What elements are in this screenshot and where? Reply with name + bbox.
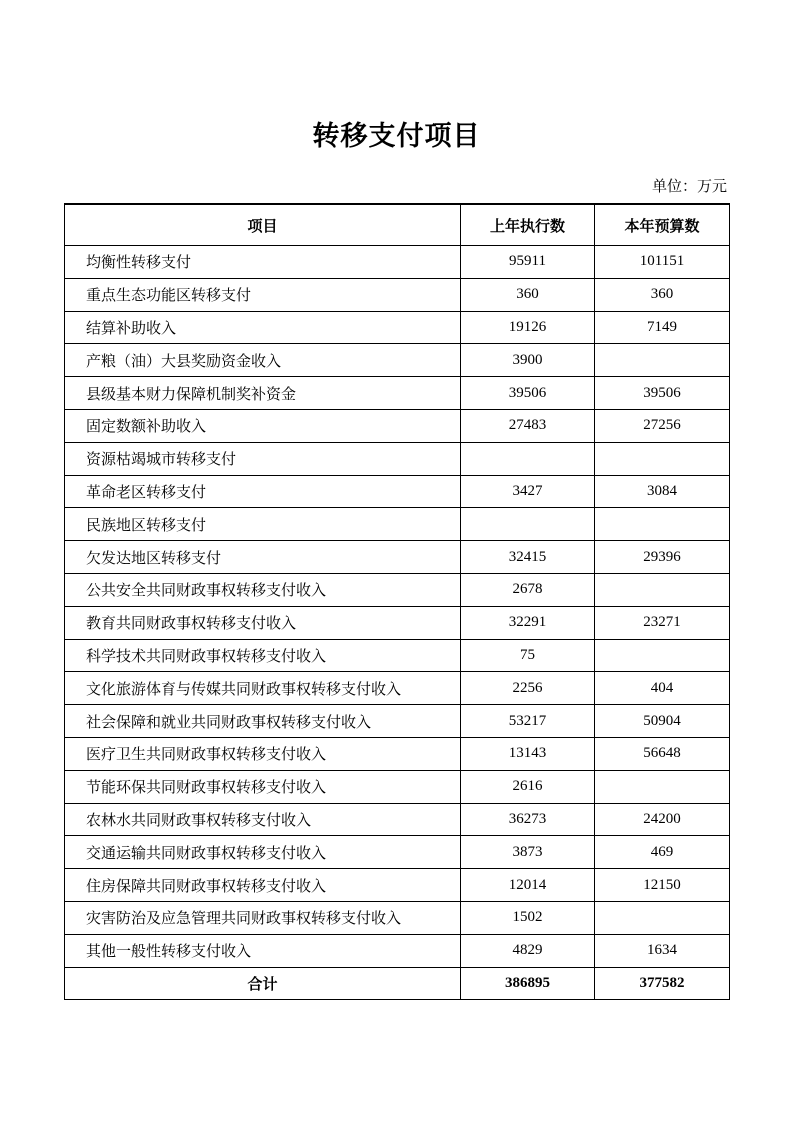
row-item-name: 革命老区转移支付: [65, 475, 461, 508]
total-prev-year-value: 386895: [461, 967, 595, 1000]
row-item-name: 医疗卫生共同财政事权转移支付收入: [65, 737, 461, 770]
unit-label: 单位：万元: [651, 177, 727, 195]
row-current-budget-value: 39506: [595, 377, 730, 410]
table-row: [65, 737, 730, 770]
row-current-budget-value: 50904: [595, 705, 730, 738]
row-prev-year-value: 360: [461, 278, 595, 311]
row-current-budget-value: 24200: [595, 803, 730, 836]
row-item-name: 欠发达地区转移支付: [65, 541, 461, 574]
row-item-name: 农林水共同财政事权转移支付收入: [65, 803, 461, 836]
row-prev-year-value: 13143: [461, 737, 595, 770]
table-row: [65, 672, 730, 705]
row-prev-year-value: 53217: [461, 705, 595, 738]
row-item-name: 文化旅游体育与传媒共同财政事权转移支付收入: [65, 672, 461, 705]
row-item-name: 其他一般性转移支付收入: [65, 934, 461, 967]
table-body: [65, 246, 730, 1000]
table-row: [65, 541, 730, 574]
row-prev-year-value: 4829: [461, 934, 595, 967]
row-current-budget-value: [595, 639, 730, 672]
row-item-name: 产粮（油）大县奖励资金收入: [65, 344, 461, 377]
row-current-budget-value: 12150: [595, 869, 730, 902]
table-header-row: [65, 204, 730, 246]
table-row: [65, 770, 730, 803]
table-row: [65, 901, 730, 934]
row-item-name: 固定数额补助收入: [65, 409, 461, 442]
row-current-budget-value: 3084: [595, 475, 730, 508]
total-label: 合计: [65, 967, 461, 1000]
row-current-budget-value: 23271: [595, 606, 730, 639]
row-current-budget-value: 404: [595, 672, 730, 705]
row-prev-year-value: 32291: [461, 606, 595, 639]
row-item-name: 节能环保共同财政事权转移支付收入: [65, 770, 461, 803]
row-item-name: 资源枯竭城市转移支付: [65, 442, 461, 475]
total-row: [65, 967, 730, 1000]
row-item-name: 交通运输共同财政事权转移支付收入: [65, 836, 461, 869]
total-current-budget-value: 377582: [595, 967, 730, 1000]
row-item-name: 县级基本财力保障机制奖补资金: [65, 377, 461, 410]
row-prev-year-value: 3427: [461, 475, 595, 508]
row-item-name: 民族地区转移支付: [65, 508, 461, 541]
row-prev-year-value: [461, 508, 595, 541]
row-prev-year-value: 95911: [461, 246, 595, 279]
row-current-budget-value: 101151: [595, 246, 730, 279]
row-prev-year-value: 3873: [461, 836, 595, 869]
row-prev-year-value: 19126: [461, 311, 595, 344]
row-item-name: 社会保障和就业共同财政事权转移支付收入: [65, 705, 461, 738]
row-current-budget-value: 29396: [595, 541, 730, 574]
row-current-budget-value: 56648: [595, 737, 730, 770]
row-prev-year-value: 27483: [461, 409, 595, 442]
row-item-name: 重点生态功能区转移支付: [65, 278, 461, 311]
row-item-name: 灾害防治及应急管理共同财政事权转移支付收入: [65, 901, 461, 934]
table-row: [65, 377, 730, 410]
table-row: [65, 409, 730, 442]
row-current-budget-value: [595, 344, 730, 377]
header-prev-year: 上年执行数: [461, 204, 595, 246]
row-current-budget-value: [595, 442, 730, 475]
row-prev-year-value: [461, 442, 595, 475]
row-current-budget-value: 469: [595, 836, 730, 869]
page-title: 转移支付项目: [312, 121, 481, 152]
row-current-budget-value: [595, 508, 730, 541]
table-row: [65, 869, 730, 902]
table-row: [65, 639, 730, 672]
row-current-budget-value: 360: [595, 278, 730, 311]
table-row: [65, 311, 730, 344]
row-item-name: 科学技术共同财政事权转移支付收入: [65, 639, 461, 672]
table-row: [65, 803, 730, 836]
row-prev-year-value: 2678: [461, 573, 595, 606]
row-prev-year-value: 32415: [461, 541, 595, 574]
table-row: [65, 836, 730, 869]
row-prev-year-value: 1502: [461, 901, 595, 934]
table-row: [65, 278, 730, 311]
header-current-budget: 本年预算数: [595, 204, 730, 246]
table-row: [65, 606, 730, 639]
table-row: [65, 573, 730, 606]
table-row: [65, 934, 730, 967]
row-prev-year-value: 75: [461, 639, 595, 672]
table-row: [65, 344, 730, 377]
row-prev-year-value: 2616: [461, 770, 595, 803]
header-item: 项目: [65, 204, 461, 246]
row-current-budget-value: [595, 573, 730, 606]
table-row: [65, 475, 730, 508]
transfer-payment-table: [64, 203, 730, 1000]
row-current-budget-value: 27256: [595, 409, 730, 442]
table-row: [65, 705, 730, 738]
row-prev-year-value: 36273: [461, 803, 595, 836]
row-prev-year-value: 39506: [461, 377, 595, 410]
table-row: [65, 442, 730, 475]
row-item-name: 住房保障共同财政事权转移支付收入: [65, 869, 461, 902]
table-row: [65, 246, 730, 279]
row-prev-year-value: 2256: [461, 672, 595, 705]
row-item-name: 教育共同财政事权转移支付收入: [65, 606, 461, 639]
row-item-name: 结算补助收入: [65, 311, 461, 344]
row-current-budget-value: 1634: [595, 934, 730, 967]
table-row: [65, 508, 730, 541]
row-item-name: 公共安全共同财政事权转移支付收入: [65, 573, 461, 606]
row-current-budget-value: [595, 901, 730, 934]
row-prev-year-value: 3900: [461, 344, 595, 377]
row-item-name: 均衡性转移支付: [65, 246, 461, 279]
row-current-budget-value: [595, 770, 730, 803]
row-current-budget-value: 7149: [595, 311, 730, 344]
row-prev-year-value: 12014: [461, 869, 595, 902]
